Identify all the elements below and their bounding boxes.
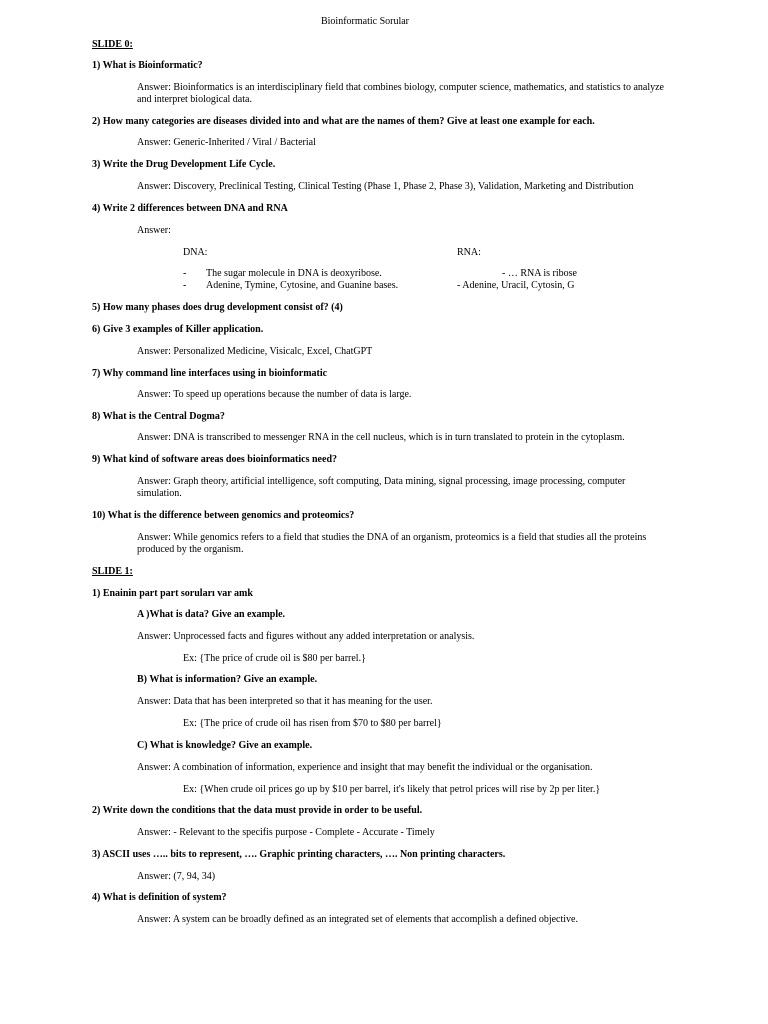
- slide-0-question-8: 8) What is the Central Dogma?: [92, 411, 225, 422]
- slide-1-answer-3: Answer: (7, 94, 34): [137, 871, 216, 882]
- slide-1-example-c: Ex: {When crude oil prices go up by $10 per barrel, it's likely that petrol prices will rise by 2p per liter.}: [183, 784, 601, 795]
- document-title: Bioinformatic Sorular: [320, 16, 410, 27]
- slide-0-question-7: 7) Why command line interfaces using in bioinformatic: [92, 368, 328, 379]
- slide-0-question-5: 5) How many phases does drug development consist of? (4): [92, 302, 343, 313]
- slide-0-answer-3: Answer: Discovery, Preclinical Testing, Clinical Testing (Phase 1, Phase 2, Phase 3), Validation, Marketing and Distribution: [137, 181, 634, 192]
- slide-0-answer-1: Answer: Bioinformatics is an interdisciplinary field that combines biology, computer science, mathematics, and statistics to analyze and interpret biological data.: [137, 82, 664, 105]
- rna-item-1: - … RNA is ribose: [502, 268, 577, 279]
- dna-item-1: The sugar molecule in DNA is deoxyribose.: [206, 268, 382, 279]
- slide-0-question-9: 9) What kind of software areas does bioinformatics need?: [92, 454, 337, 465]
- slide-1-question-1: 1) Enainin part part soruları var amk: [92, 588, 253, 599]
- dna-label: DNA:: [183, 247, 208, 258]
- slide-0-heading: SLIDE 0:: [92, 39, 133, 50]
- slide-0-answer-2: Answer: Generic-Inherited / Viral / Bacterial: [137, 137, 316, 148]
- slide-0-question-3: 3) Write the Drug Development Life Cycle.: [92, 159, 276, 170]
- slide-0-question-4: 4) Write 2 differences between DNA and RNA: [92, 203, 288, 214]
- slide-1-answer-4: Answer: A system can be broadly defined as an integrated set of elements that accomplish a defined objective.: [137, 914, 578, 925]
- dna-item-2: Adenine, Tymine, Cytosine, and Guanine bases.: [206, 280, 399, 291]
- rna-item-2: - Adenine, Uracil, Cytosin, G: [457, 280, 575, 291]
- slide-1-question-b: B) What is information? Give an example.: [137, 674, 318, 685]
- slide-0-question-6: 6) Give 3 examples of Killer application.: [92, 324, 264, 335]
- slide-0-answer-7: Answer: To speed up operations because the number of data is large.: [137, 389, 412, 400]
- slide-1-answer-2: Answer: - Relevant to the specifis purpose - Complete - Accurate - Timely: [137, 827, 435, 838]
- slide-0-question-2: 2) How many categories are diseases divided into and what are the names of them? Give at least one example for each.: [92, 116, 595, 127]
- slide-1-answer-b: Answer: Data that has been interpreted so that it has meaning for the user.: [137, 696, 433, 707]
- slide-0-answer-10: Answer: While genomics refers to a field that studies the DNA of an organism, proteomics is a field that studies all the proteins produced by the organism.: [137, 532, 647, 555]
- slide-1-example-a: Ex: {The price of crude oil is $80 per barrel.}: [183, 653, 366, 664]
- slide-0-answer-4: Answer:: [137, 225, 171, 236]
- slide-1-question-a: A )What is data? Give an example.: [137, 609, 286, 620]
- slide-0-question-1: 1) What is Bioinformatic?: [92, 60, 203, 71]
- slide-1-question-4: 4) What is definition of system?: [92, 892, 227, 903]
- slide-0-answer-8: Answer: DNA is transcribed to messenger RNA in the cell nucleus, which is in turn translated to protein in the cytoplasm.: [137, 432, 625, 443]
- slide-1-question-c: C) What is knowledge? Give an example.: [137, 740, 313, 751]
- slide-0-answer-9: Answer: Graph theory, artificial intelligence, soft computing, Data mining, signal processing, image processing, computer simulation.: [137, 476, 626, 499]
- slide-1-example-b: Ex: {The price of crude oil has risen from $70 to $80 per barrel}: [183, 718, 442, 729]
- rna-label: RNA:: [457, 247, 481, 258]
- slide-1-question-3: 3) ASCII uses ….. bits to represent, …. Graphic printing characters, …. Non printing characters.: [92, 849, 506, 860]
- slide-1-answer-c: Answer: A combination of information, experience and insight that may benefit the individual or the organisation.: [137, 762, 593, 773]
- slide-0-answer-6: Answer: Personalized Medicine, Visicalc, Excel, ChatGPT: [137, 346, 373, 357]
- slide-0-question-10: 10) What is the difference between genomics and proteomics?: [92, 510, 355, 521]
- dna-bullet-2: -: [183, 280, 187, 291]
- dna-bullet-1: -: [183, 268, 187, 279]
- slide-1-question-2: 2) Write down the conditions that the data must provide in order to be useful.: [92, 805, 423, 816]
- slide-1-heading: SLIDE 1:: [92, 566, 133, 577]
- slide-1-answer-a: Answer: Unprocessed facts and figures without any added interpretation or analysis.: [137, 631, 475, 642]
